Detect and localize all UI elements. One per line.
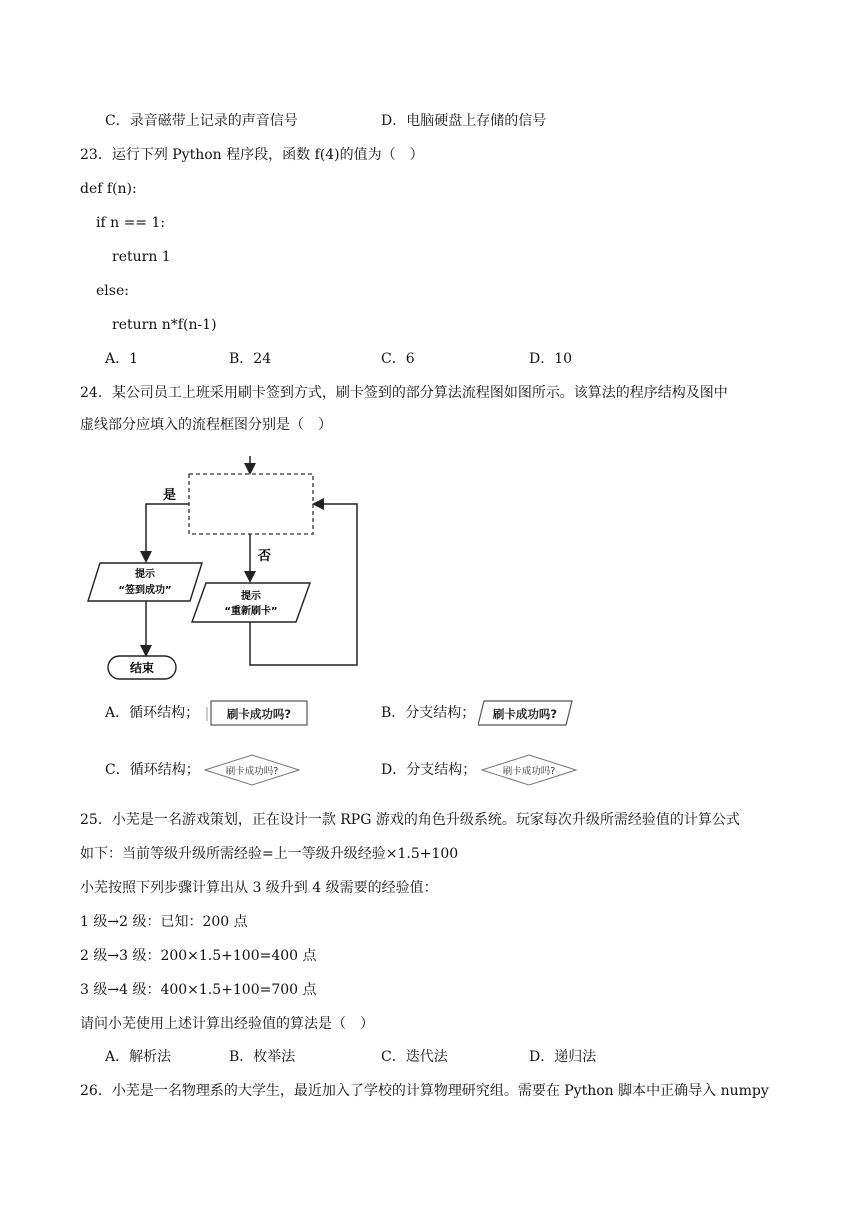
q24-stem-line2: 虚线部分应填入的流程框图分别是（ ） bbox=[80, 417, 332, 433]
q25-stem-line3: 小芜按照下列步骤计算出从 3 级升到 4 级需要的经验值： bbox=[80, 880, 438, 896]
option-b-parallelogram-shape bbox=[478, 699, 574, 727]
q24-option-b: B．分支结构； bbox=[381, 705, 476, 721]
end-text: 结束 bbox=[129, 661, 155, 675]
option-c-diamond-shape bbox=[204, 754, 300, 786]
shape-c-text: 刷卡成功吗? bbox=[225, 766, 279, 777]
q25-stem-line1: 25．小芜是一名游戏策划，正在设计一款 RPG 游戏的角色升级系统。玩家每次升级所需经验值的计算公式 bbox=[80, 812, 740, 828]
q25-option-a: A．解析法 bbox=[105, 1049, 172, 1065]
no-label: 否 bbox=[258, 549, 272, 564]
q22-option-d: D．电脑硬盘上存储的信号 bbox=[381, 113, 547, 129]
q23-option-a: A．1 bbox=[105, 351, 139, 367]
q22-option-c: C．录音磁带上记录的声音信号 bbox=[105, 113, 298, 129]
q23-option-b: B．24 bbox=[229, 351, 272, 367]
q25-question: 请问小芜使用上述计算出经验值的算法是（ ） bbox=[80, 1016, 374, 1032]
shape-a-text: 刷卡成功吗? bbox=[226, 707, 292, 721]
q25-step: 1 级→2 级：已知：200 点 bbox=[80, 914, 248, 930]
q23-option-d: D．10 bbox=[529, 351, 573, 367]
code-line: def f(n): bbox=[80, 181, 137, 197]
yes-label: 是 bbox=[163, 488, 177, 503]
q26-stem-line1: 26．小芜是一名物理系的大学生，最近加入了学校的计算物理研究组。需要在 Python 脚本中正确导入 numpy bbox=[80, 1083, 769, 1099]
dashed-decision-box bbox=[189, 474, 313, 534]
shape-b-text: 刷卡成功吗? bbox=[492, 707, 558, 721]
code-line: else: bbox=[96, 283, 129, 299]
q25-step: 3 级→4 级：400×1.5+100=700 点 bbox=[80, 982, 317, 998]
success-text-1: 提示 bbox=[135, 569, 155, 580]
retry-text-2: “重新刷卡” bbox=[224, 606, 278, 617]
q25-option-c: C．迭代法 bbox=[381, 1049, 448, 1065]
retry-text-1: 提示 bbox=[241, 591, 261, 602]
option-a-rectangle-shape bbox=[205, 699, 309, 727]
code-line: if n == 1: bbox=[96, 215, 166, 231]
code-line: return 1 bbox=[112, 249, 171, 265]
q25-stem-line2: 如下：当前等级升级所需经验=上一等级升级经验×1.5+100 bbox=[80, 846, 459, 862]
q23-option-c: C．6 bbox=[381, 351, 415, 367]
q23-stem: 23．运行下列 Python 程序段，函数 f(4)的值为（ ） bbox=[80, 147, 424, 163]
shape-d-text: 刷卡成功吗? bbox=[502, 766, 556, 777]
q25-option-b: B．枚举法 bbox=[229, 1049, 296, 1065]
q25-option-d: D．递归法 bbox=[529, 1049, 597, 1065]
q24-option-a: A．循环结构； bbox=[105, 705, 200, 721]
q25-step: 2 级→3 级：200×1.5+100=400 点 bbox=[80, 948, 317, 964]
option-d-diamond-shape bbox=[481, 754, 577, 786]
q24-option-c: C．循环结构； bbox=[105, 762, 200, 778]
q24-option-d: D．分支结构； bbox=[381, 762, 477, 778]
q24-stem-line1: 24．某公司员工上班采用刷卡签到方式，刷卡签到的部分算法流程图如图所示。该算法的程序结构及图中 bbox=[80, 385, 728, 401]
success-text-2: “签到成功” bbox=[118, 585, 172, 596]
code-line: return n*f(n-1) bbox=[112, 317, 217, 333]
